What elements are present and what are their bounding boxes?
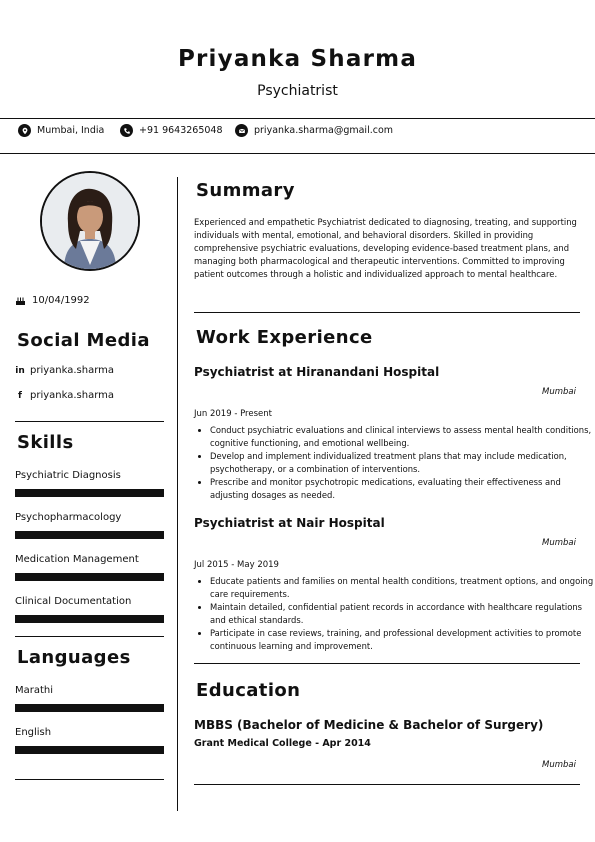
facebook-icon: f bbox=[18, 390, 22, 401]
language-bar bbox=[15, 704, 164, 712]
phone-icon bbox=[120, 124, 133, 137]
skill-label: Medication Management bbox=[15, 554, 139, 565]
skill-bar bbox=[15, 615, 164, 623]
date-of-birth bbox=[15, 295, 90, 306]
job-bullet: • Develop and implement individualized treatment plans that may include medication, psychotherapy, or a combination of interventions. bbox=[210, 450, 595, 476]
location-pin-icon bbox=[18, 124, 31, 137]
work-experience-heading: Work Experience bbox=[196, 327, 373, 348]
sidebar-divider bbox=[15, 779, 164, 780]
summary-heading: Summary bbox=[196, 180, 295, 201]
job-bullet: • Prescribe and monitor psychotropic medications, evaluating their effectiveness and adjusting dosages as needed. bbox=[210, 476, 595, 502]
job-entry-dates: Jul 2015 - May 2019 bbox=[194, 560, 279, 570]
location-text: Mumbai, India bbox=[37, 125, 105, 136]
job-entry-title: Psychiatrist at Nair Hospital bbox=[194, 516, 385, 530]
education-location: Mumbai bbox=[542, 760, 576, 770]
sidebar-divider bbox=[15, 636, 164, 637]
section-divider bbox=[194, 784, 580, 785]
email-icon bbox=[235, 124, 248, 137]
skill-bar bbox=[15, 531, 164, 539]
profile-photo bbox=[40, 171, 140, 271]
contact-phone bbox=[120, 124, 223, 137]
social-handle: priyanka.sharma bbox=[30, 365, 115, 376]
education-degree: MBBS (Bachelor of Medicine & Bachelor of Surgery) bbox=[194, 718, 544, 732]
language-bar bbox=[15, 746, 164, 754]
job-entry-title: Psychiatrist at Hiranandani Hospital bbox=[194, 365, 440, 379]
section-divider bbox=[194, 312, 580, 313]
languages-heading: Languages bbox=[17, 647, 131, 668]
job-entry-bullets bbox=[194, 575, 595, 653]
social-linkedin[interactable] bbox=[15, 365, 114, 376]
education-heading: Education bbox=[196, 680, 301, 701]
job-bullet: • Maintain detailed, confidential patient records in accordance with healthcare regulations and ethical standards. bbox=[210, 601, 595, 627]
social-handle: priyanka.sharma bbox=[30, 390, 115, 401]
header-divider-top bbox=[0, 118, 595, 119]
social-media-heading: Social Media bbox=[17, 330, 150, 351]
job-entry-location: Mumbai bbox=[542, 538, 576, 548]
skill-bar bbox=[15, 489, 164, 497]
section-divider bbox=[194, 663, 580, 664]
job-entry-dates: Jun 2019 - Present bbox=[194, 409, 272, 419]
job-bullet: • Conduct psychiatric evaluations and clinical interviews to assess mental health conditions, cognitive functioning, and emotional wellbeing. bbox=[210, 424, 595, 450]
social-facebook[interactable] bbox=[15, 390, 114, 401]
phone-text[interactable]: +91 9643265048 bbox=[139, 125, 223, 136]
job-entry-location: Mumbai bbox=[542, 387, 576, 397]
job-bullet: • Educate patients and families on mental health conditions, treatment options, and ongoing care requirements. bbox=[210, 575, 595, 601]
dob-text: 10/04/1992 bbox=[32, 295, 90, 306]
job-title: Psychiatrist bbox=[257, 83, 338, 99]
contact-email bbox=[235, 124, 393, 137]
language-label: English bbox=[15, 727, 52, 738]
linkedin-icon: in bbox=[15, 365, 25, 376]
email-text[interactable]: priyanka.sharma@gmail.com bbox=[254, 125, 394, 136]
skill-label: Psychopharmacology bbox=[15, 512, 122, 523]
sidebar-divider bbox=[15, 421, 164, 422]
skill-bar bbox=[15, 573, 164, 581]
candidate-name: Priyanka Sharma bbox=[177, 46, 418, 72]
skill-label: Clinical Documentation bbox=[15, 596, 132, 607]
header-divider-bottom bbox=[0, 153, 595, 154]
contact-location bbox=[18, 124, 104, 137]
skill-label: Psychiatric Diagnosis bbox=[15, 470, 121, 481]
job-bullet: • Participate in case reviews, training, and professional development activities to promote continuous learning and improvement. bbox=[210, 627, 595, 653]
skills-heading: Skills bbox=[17, 432, 74, 453]
language-label: Marathi bbox=[15, 685, 54, 696]
job-entry-bullets bbox=[194, 424, 595, 502]
summary-text: Experienced and empathetic Psychiatrist dedicated to diagnosing, treating, and supporting individuals with mental, emotional, and behavioral disorders. Skilled in providing comprehensive psychiatric evaluations, developing evidence-based treatment plans, and managing both pharmacological and therapeutic interventions. Committed to improving patient outcomes through a holistic and individualized approach to mental healthcare. bbox=[194, 217, 577, 279]
education-school: Grant Medical College - Apr 2014 bbox=[194, 738, 371, 749]
birthday-cake-icon bbox=[15, 295, 26, 306]
column-divider bbox=[177, 177, 178, 811]
